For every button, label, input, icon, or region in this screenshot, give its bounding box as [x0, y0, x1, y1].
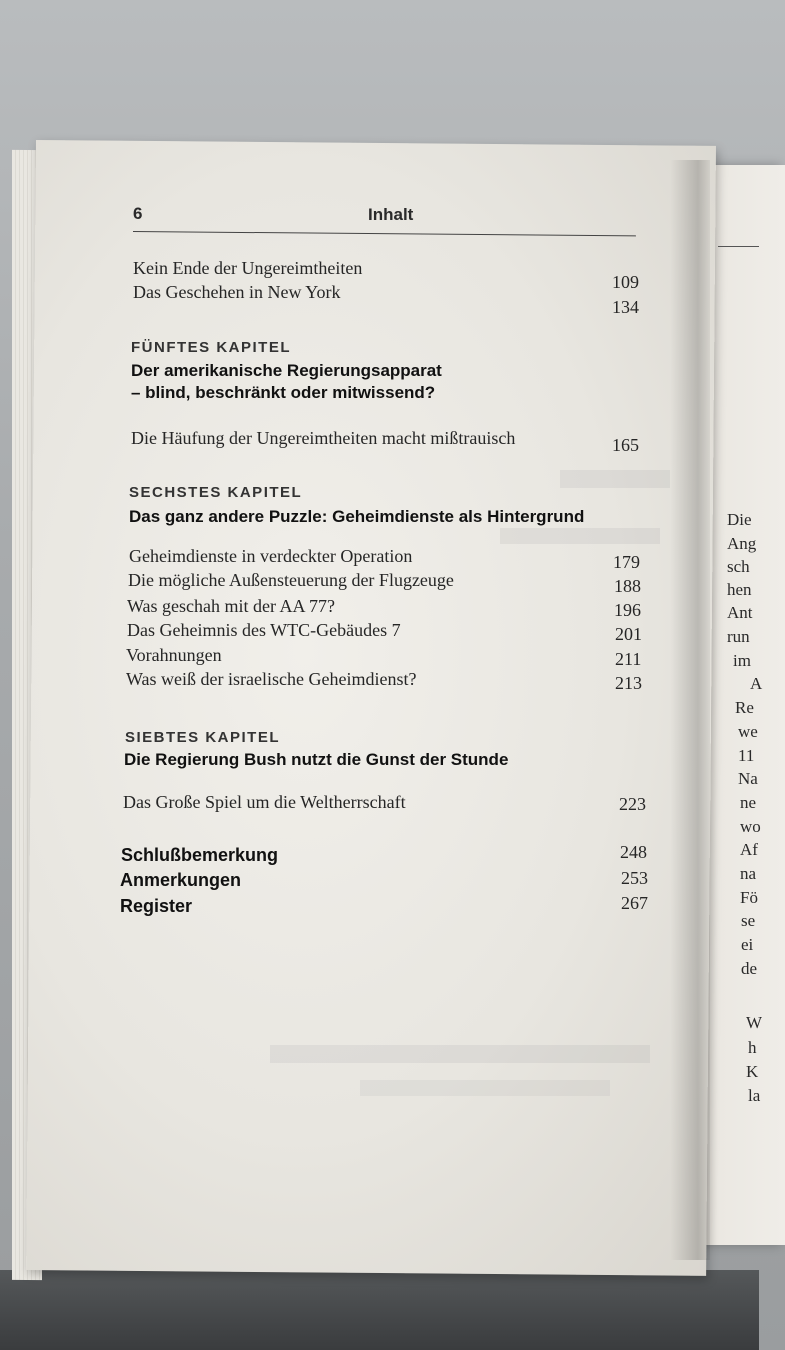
toc-page-number: 267 — [621, 893, 648, 913]
page-header-title: Inhalt — [368, 205, 414, 224]
toc-entry: Das Geheimnis des WTC-Gebäudes 7 — [127, 620, 401, 640]
right-page-text: K — [746, 1062, 759, 1081]
chapter-title: Die Regierung Bush nutzt die Gunst der Stunde — [124, 750, 509, 769]
toc-page-number: 165 — [612, 435, 639, 455]
right-page-text: sch — [727, 557, 750, 576]
chapter-label: SECHSTES KAPITEL — [129, 484, 303, 501]
toc-page-number: 211 — [615, 649, 642, 669]
right-page-text: Af — [740, 840, 758, 859]
toc-page-number: 134 — [612, 297, 639, 317]
right-page-text: hen — [727, 580, 752, 599]
chapter-title: Der amerikanische Regierungsapparat — [131, 361, 442, 380]
toc-entry: Was geschah mit der AA 77? — [127, 596, 336, 616]
toc-page-number: 201 — [615, 624, 642, 644]
chapter-label: FÜNFTES KAPITEL — [131, 339, 291, 356]
toc-page-number: 223 — [619, 794, 646, 814]
right-page-text: 11 — [738, 746, 755, 765]
toc-entry: Vorahnungen — [126, 645, 222, 665]
toc-entry: Das Große Spiel um die Weltherrschaft — [123, 792, 406, 812]
right-page-text: Ant — [727, 603, 753, 622]
toc-entry: Kein Ende der Ungereimtheiten — [133, 258, 363, 278]
right-page-text: Fö — [740, 888, 758, 907]
right-page-text: ei — [741, 935, 754, 954]
right-page-text: la — [748, 1086, 761, 1105]
header-rule — [133, 231, 636, 236]
right-page-text: Re — [735, 698, 754, 717]
toc-page-number: 253 — [621, 868, 648, 888]
toc-entry-bold: Anmerkungen — [120, 870, 242, 890]
show-through-text — [270, 1045, 650, 1063]
toc-page-number: 109 — [612, 272, 639, 292]
right-page-text: h — [748, 1038, 757, 1057]
toc-page-number: 213 — [615, 673, 642, 693]
show-through-text — [560, 470, 670, 488]
right-page-text: na — [740, 864, 757, 883]
right-page-text: A — [750, 674, 763, 693]
toc-entry-bold: Register — [120, 896, 193, 916]
toc-entry: Die mögliche Außensteuerung der Flugzeuge — [128, 570, 454, 590]
page-number: 6 — [133, 204, 143, 223]
right-page-text: run — [727, 627, 750, 646]
chapter-label: SIEBTES KAPITEL — [125, 729, 281, 746]
chapter-title: Das ganz andere Puzzle: Geheimdienste als Hintergrund — [129, 507, 585, 526]
right-page-header-rule — [718, 246, 759, 247]
toc-entry-bold: Schlußbemerkung — [121, 845, 279, 865]
toc-page-number: 179 — [613, 552, 640, 572]
right-page-text: se — [741, 911, 756, 930]
toc-entry: Was weiß der israelische Geheimdienst? — [126, 669, 417, 689]
right-page-text: de — [741, 959, 758, 978]
toc-entry: Das Geschehen in New York — [133, 282, 341, 302]
right-page-text: Die — [727, 510, 752, 529]
right-page-text: W — [746, 1013, 763, 1032]
toc-page-number: 196 — [614, 600, 641, 620]
show-through-text — [360, 1080, 610, 1096]
right-page-text: wo — [740, 817, 761, 836]
toc-page-number: 188 — [614, 576, 641, 596]
toc-page-number: 248 — [620, 842, 647, 862]
right-page-text: Na — [738, 769, 758, 788]
right-page-text: im — [733, 651, 751, 670]
toc-entry: Geheimdienste in verdeckter Operation — [129, 546, 413, 566]
right-page-text: we — [738, 722, 758, 741]
right-page-text: ne — [740, 793, 757, 812]
chapter-title: – blind, beschränkt oder mitwissend? — [131, 383, 436, 402]
right-page-text: Ang — [727, 534, 757, 553]
toc-entry: Die Häufung der Ungereimtheiten macht mißtrauisch — [131, 428, 516, 448]
show-through-text — [500, 528, 660, 544]
